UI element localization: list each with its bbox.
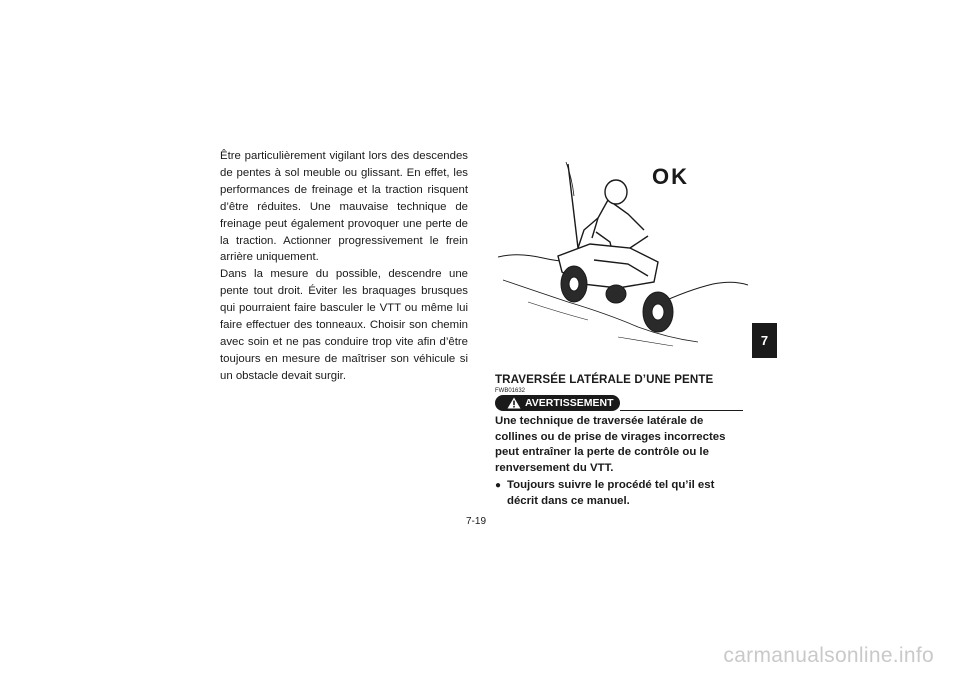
warning-text: Une technique de traversée latérale de collines ou de prise de virages incorrectes peut entraîner la perte de contrôle ou le renversement du VTT. [495, 415, 726, 474]
warning-label: AVERTISSEMENT [525, 397, 614, 409]
chapter-tab: 7 [752, 323, 777, 358]
page-number: 7-19 [466, 516, 487, 527]
watermark: carmanualsonline.info [723, 644, 934, 667]
reference-code: FWB01632 [495, 388, 526, 394]
atv-descent-illustration [498, 152, 748, 348]
paragraph-slippery-descent: Être particulièrement vigilant lors des descendes de pentes à sol meuble ou glissant. En effet, les performances de freinage et la traction risquent d’être réduites. Une mauvaise technique de freinage peut également provoquer une perte de la traction. Actionner progressivement le frein arrière uniquement. [220, 150, 468, 264]
warning-badge [495, 395, 620, 411]
warning-rule [620, 410, 743, 411]
body-text-left [220, 148, 468, 385]
warning-triangle-icon [507, 397, 521, 409]
warning-bullet-text: Toujours suivre le procédé tel qu’il est décrit dans ce manuel. [507, 479, 715, 507]
warning-bullet [495, 478, 743, 509]
warning-body [495, 414, 743, 510]
paragraph-straight-descent: Dans la mesure du possible, descendre une pente tout droit. Éviter les braquages brusques qui pourraient faire basculer le VTT ou même lui faire effectuer des tonneaux. Choisir son chemin avec soin et ne pas conduire trop vite afin d’être toujours en mesure de maîtriser son véhicule si un obstacle devait surgir. [220, 268, 468, 382]
bullet-dot-icon: ● [495, 480, 502, 492]
section-heading: TRAVERSÉE LATÉRALE D’UNE PENTE [495, 373, 714, 386]
warning-header [495, 395, 743, 411]
illustration-ok-label: OK [652, 164, 689, 189]
